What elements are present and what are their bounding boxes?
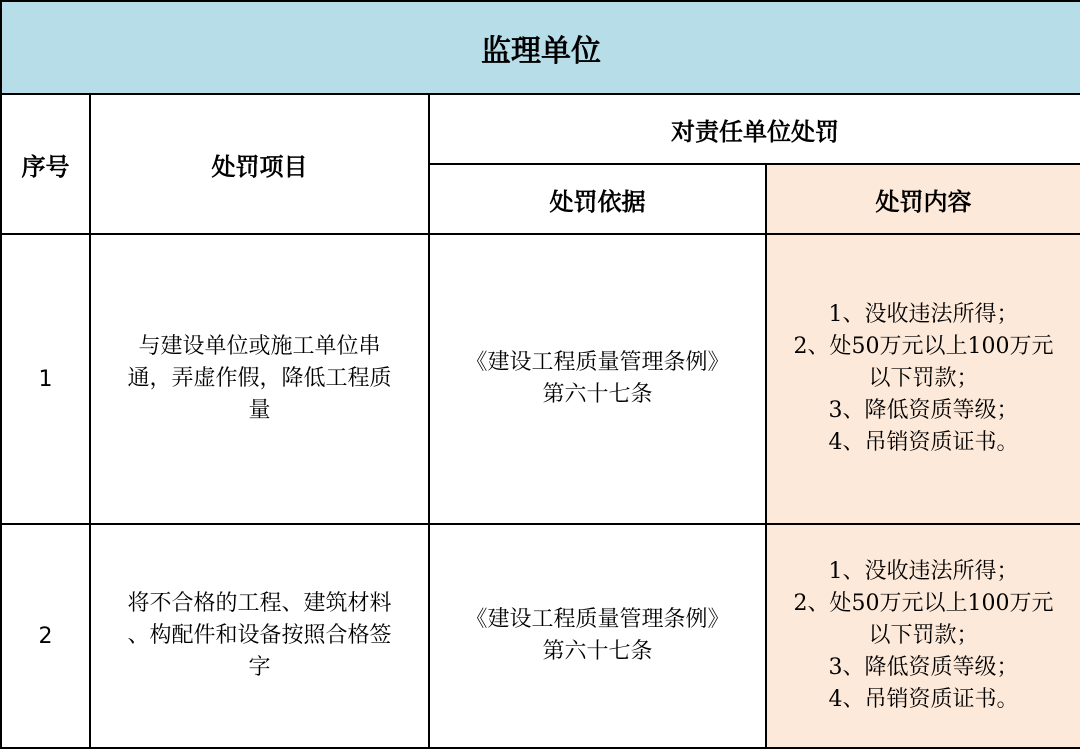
content-line: 1、没收违法所得； <box>828 302 1019 327</box>
item-line: 字 <box>248 655 271 680</box>
basis-cell <box>429 524 766 748</box>
item-line: 、构配件和设备按照合格签 <box>127 623 392 648</box>
content-line: 1、没收违法所得； <box>828 559 1019 584</box>
content-line: 2、处50万元以上100万元 <box>793 591 1054 616</box>
table-row <box>1 234 1080 524</box>
content-line: 2、处50万元以上100万元 <box>793 334 1054 359</box>
content-cell <box>766 234 1080 524</box>
basis-line: 第六十七条 <box>542 382 653 407</box>
item-cell <box>90 234 429 524</box>
content-line: 以下罚款； <box>868 366 979 391</box>
basis-line: 第六十七条 <box>542 639 653 664</box>
header-item: 处罚项目 <box>90 94 429 234</box>
seq-cell: 2 <box>1 524 90 748</box>
item-line: 通，弄虚作假，降低工程质 <box>127 366 392 391</box>
item-cell <box>90 524 429 748</box>
basis-line: 《建设工程质量管理条例》 <box>465 350 730 375</box>
content-line: 3、降低资质等级； <box>828 398 1019 423</box>
header-basis: 处罚依据 <box>429 164 766 234</box>
table-row <box>1 524 1080 748</box>
content-line: 3、降低资质等级； <box>828 655 1019 680</box>
table-title: 监理单位 <box>1 1 1080 94</box>
basis-cell <box>429 234 766 524</box>
header-seq: 序号 <box>1 94 90 234</box>
seq-cell: 1 <box>1 234 90 524</box>
content-line: 4、吊销资质证书。 <box>828 687 1019 712</box>
header-content: 处罚内容 <box>766 164 1080 234</box>
content-line: 以下罚款； <box>868 623 979 648</box>
item-line: 与建设单位或施工单位串 <box>138 334 381 359</box>
item-line: 量 <box>248 398 271 423</box>
header-group: 对责任单位处罚 <box>429 94 1080 164</box>
content-cell <box>766 524 1080 748</box>
basis-line: 《建设工程质量管理条例》 <box>465 607 730 632</box>
item-line: 将不合格的工程、建筑材料 <box>127 591 392 616</box>
content-line: 4、吊销资质证书。 <box>828 430 1019 455</box>
